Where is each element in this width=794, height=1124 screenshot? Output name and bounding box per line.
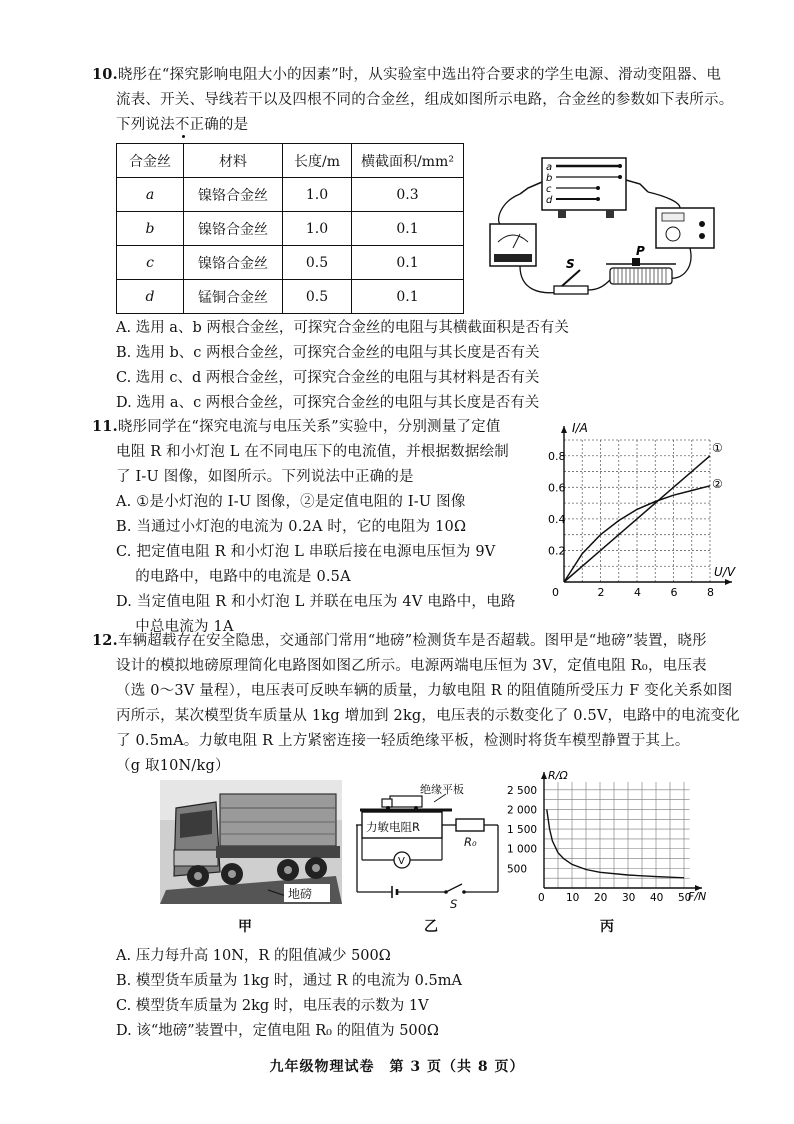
q11-option-a[interactable]: A. ①是小灯泡的 I-U 图像，②是定值电阻的 I-U 图像 — [116, 494, 466, 510]
label-switch-s: S — [566, 257, 575, 271]
table-row — [117, 246, 464, 280]
resistor-r0 — [456, 819, 484, 831]
q12-line5: 了 0.5mA。力敏电阻 R 上方紧密连接一轻质绝缘平板，检测时将货车模型静置于其上。 — [116, 733, 690, 749]
q10-option-d[interactable]: D. 选用 a、c 两根合金丝，可探究合金丝的电阻与其长度是否有关 — [116, 395, 540, 411]
label-voltmeter: V — [398, 856, 405, 867]
q11-option-c[interactable]: C. 把定值电阻 R 和小灯泡 L 串联后接在电源电压恒为 9V — [116, 544, 496, 560]
x-tick-label: 4 — [634, 586, 641, 598]
q12-number: 12. — [92, 632, 118, 649]
q10-options — [116, 316, 569, 416]
y-axis-label: I/A — [572, 421, 588, 435]
table-row — [117, 212, 464, 246]
x-tick-label: 0 — [552, 586, 559, 598]
y-tick-label: 0.8 — [548, 449, 566, 463]
q12-line1: 车辆超载存在安全隐患，交通部门常用“地磅”检测货车是否超载。图甲是“地磅”装置，晓彤 — [117, 633, 707, 649]
y-tick-label: 500 — [507, 863, 528, 876]
x-tick-label: 10 — [566, 892, 580, 904]
alloy-table — [116, 143, 464, 314]
q12-line4: 丙所示，某次模型货车质量从 1kg 增加到 2kg，电压表的示数变化了 0.5V，电路中的电流变化 — [116, 708, 740, 724]
y-tick-label: 0.6 — [548, 481, 566, 495]
y-tick-label: 1 500 — [507, 824, 538, 837]
y-tick-label: 1 000 — [507, 843, 538, 856]
clip-left — [520, 182, 542, 194]
q11-option-b[interactable]: B. 当通过小灯泡的电流为 0.2A 时，它的电阻为 10Ω — [116, 519, 467, 535]
q11-option-d-cont: 中总电流为 1A — [116, 619, 234, 635]
label-insulating-plate: 绝缘平板 — [420, 783, 464, 796]
x-axis-label: U/V — [714, 565, 736, 579]
table-cell: 0.1 — [352, 212, 464, 246]
q11-option-c-cont: 的电路中，电路中的电流是 0.5A — [116, 569, 351, 585]
page-footer: 九年级物理试卷 第 3 页（共 8 页） — [269, 1059, 525, 1075]
table-header: 材料 — [184, 144, 283, 178]
label-slider-p: P — [636, 244, 645, 258]
iu-chart — [548, 418, 753, 598]
q10-text — [92, 62, 762, 138]
q10-line3a: 下列说法 — [116, 117, 175, 133]
table-cell: 镍铬合金丝 — [184, 178, 283, 212]
y-tick-label: 0.4 — [548, 512, 566, 526]
series-label-1: ① — [712, 440, 723, 455]
table-cell: 0.5 — [283, 246, 352, 280]
q12-text — [92, 628, 762, 779]
rheostat — [610, 268, 672, 284]
label-b: b — [546, 173, 553, 184]
table-cell: 1.0 — [283, 178, 352, 212]
table-header: 合金丝 — [117, 144, 184, 178]
y-tick-label: 2 000 — [507, 804, 538, 817]
table-cell: 锰铜合金丝 — [184, 280, 283, 314]
q11-text — [92, 414, 552, 640]
table-row — [117, 178, 464, 212]
y-axis-label: R/Ω — [548, 770, 568, 782]
rf-chart — [504, 770, 706, 906]
q10-line3c: 正确的是 — [189, 117, 249, 133]
y-axis-arrow — [561, 426, 567, 433]
q10-line3 — [92, 113, 762, 138]
x-axis-label: F/N — [688, 890, 706, 903]
table-header: 横截面积/mm² — [352, 144, 464, 178]
fig-label-yi: 乙 — [424, 919, 438, 935]
switch — [554, 286, 588, 294]
q12-line6: （g 取10N/kg） — [116, 758, 230, 774]
x-tick-label: 50 — [678, 892, 692, 904]
weighbridge-circuit — [356, 782, 506, 910]
clip-right — [626, 180, 648, 192]
table-cell: 0.3 — [352, 178, 464, 212]
table-header-row — [117, 144, 464, 178]
label-switch: S — [450, 897, 458, 910]
label-a: a — [546, 162, 553, 173]
q12-option-d[interactable]: D. 该“地磅”装置中，定值电阻 R₀ 的阻值为 500Ω — [116, 1023, 439, 1039]
x-tick-label: 40 — [650, 892, 664, 904]
x-tick-label: 30 — [622, 892, 636, 904]
q10-number: 10. — [92, 66, 118, 83]
truck-bed — [220, 794, 336, 846]
series-label-2: ② — [712, 476, 723, 491]
q12-options — [116, 944, 462, 1044]
table-row — [117, 280, 464, 314]
table-cell: 镍铬合金丝 — [184, 212, 283, 246]
x-tick-label: 20 — [594, 892, 608, 904]
q12-option-c[interactable]: C. 模型货车质量为 2kg 时，电压表的示数为 1V — [116, 998, 429, 1014]
label-r0: R₀ — [464, 835, 477, 849]
q11-number: 11. — [92, 418, 118, 435]
table-cell: c — [117, 246, 184, 280]
label-weighbridge: 地磅 — [288, 887, 313, 901]
q11-option-d[interactable]: D. 当定值电阻 R 和小灯泡 L 并联在电压为 4V 电路中，电路 — [116, 594, 516, 610]
table-cell: b — [117, 212, 184, 246]
x-tick-label: 2 — [597, 586, 605, 598]
y-tick-label: 2 500 — [507, 784, 538, 797]
model-truck — [390, 796, 422, 807]
table-cell: a — [117, 178, 184, 212]
fig-label-jia: 甲 — [238, 919, 252, 935]
table-header: 长度/m — [283, 144, 352, 178]
x-tick-label: 6 — [670, 586, 678, 598]
fig-label-bing: 丙 — [600, 919, 614, 935]
label-force-resistor: 力敏电阻R — [366, 820, 420, 834]
y-tick-label: 0.2 — [548, 544, 566, 558]
x-tick-label: 8 — [707, 586, 714, 598]
y-axis-arrow — [541, 772, 547, 779]
label-c: c — [546, 184, 552, 195]
x-axis-arrow — [725, 579, 732, 585]
x-tick-label: 0 — [538, 892, 545, 904]
q10-option-c[interactable]: C. 选用 c、d 两根合金丝，可探究合金丝的电阻与其材料是否有关 — [116, 370, 540, 386]
series-line-1 — [547, 810, 684, 878]
table-cell: 1.0 — [283, 212, 352, 246]
q12-line2: 设计的模拟地磅原理简化电路图如图乙所示。电源两端电压恒为 3V，定值电阻 R₀，电压表 — [116, 658, 707, 674]
q10-emphasis-not: 不 — [174, 117, 190, 133]
table-cell: 镍铬合金丝 — [184, 246, 283, 280]
q12-line3: （选 0～3V 量程），电压表可反映车辆的质量，力敏电阻 R 的阻值随所受压力 F 变化关系如图 — [116, 683, 733, 699]
q11-line2: 电阻 R 和小灯泡 L 在不同电压下的电流值，并根据数据绘制 — [116, 444, 509, 460]
table-cell: 0.1 — [352, 246, 464, 280]
q10-line2: 流表、开关、导线若干以及四根不同的合金丝，组成如图所示电路，合金丝的参数如下表所示。 — [116, 92, 734, 108]
q12-option-a[interactable]: A. 压力每升高 10N，R 的阻值减少 500Ω — [116, 948, 391, 964]
q11-line3: 了 I-U 图像，如图所示。下列说法中正确的是 — [116, 469, 414, 485]
table-cell: 0.5 — [283, 280, 352, 314]
switch-symbol — [446, 884, 462, 892]
q10-circuit-figure — [480, 150, 730, 310]
truck-photo — [160, 780, 342, 904]
q10-option-b[interactable]: B. 选用 b、c 两根合金丝，可探究合金丝的电阻与其长度是否有关 — [116, 345, 540, 361]
table-cell: d — [117, 280, 184, 314]
q10-line1: 晓彤在“探究影响电阻大小的因素”时，从实验室中选出符合要求的学生电源、滑动变阻器、电 — [117, 67, 722, 83]
table-cell: 0.1 — [352, 280, 464, 314]
q11-line1: 晓彤同学在“探究电流与电压关系”实验中，分别测量了定值 — [117, 419, 501, 435]
q12-option-b[interactable]: B. 模型货车质量为 1kg 时，通过 R 的电流为 0.5mA — [116, 973, 462, 989]
q10-option-a[interactable]: A. 选用 a、b 两根合金丝，可探究合金丝的电阻与其横截面积是否有关 — [116, 320, 569, 336]
label-d: d — [546, 195, 553, 206]
